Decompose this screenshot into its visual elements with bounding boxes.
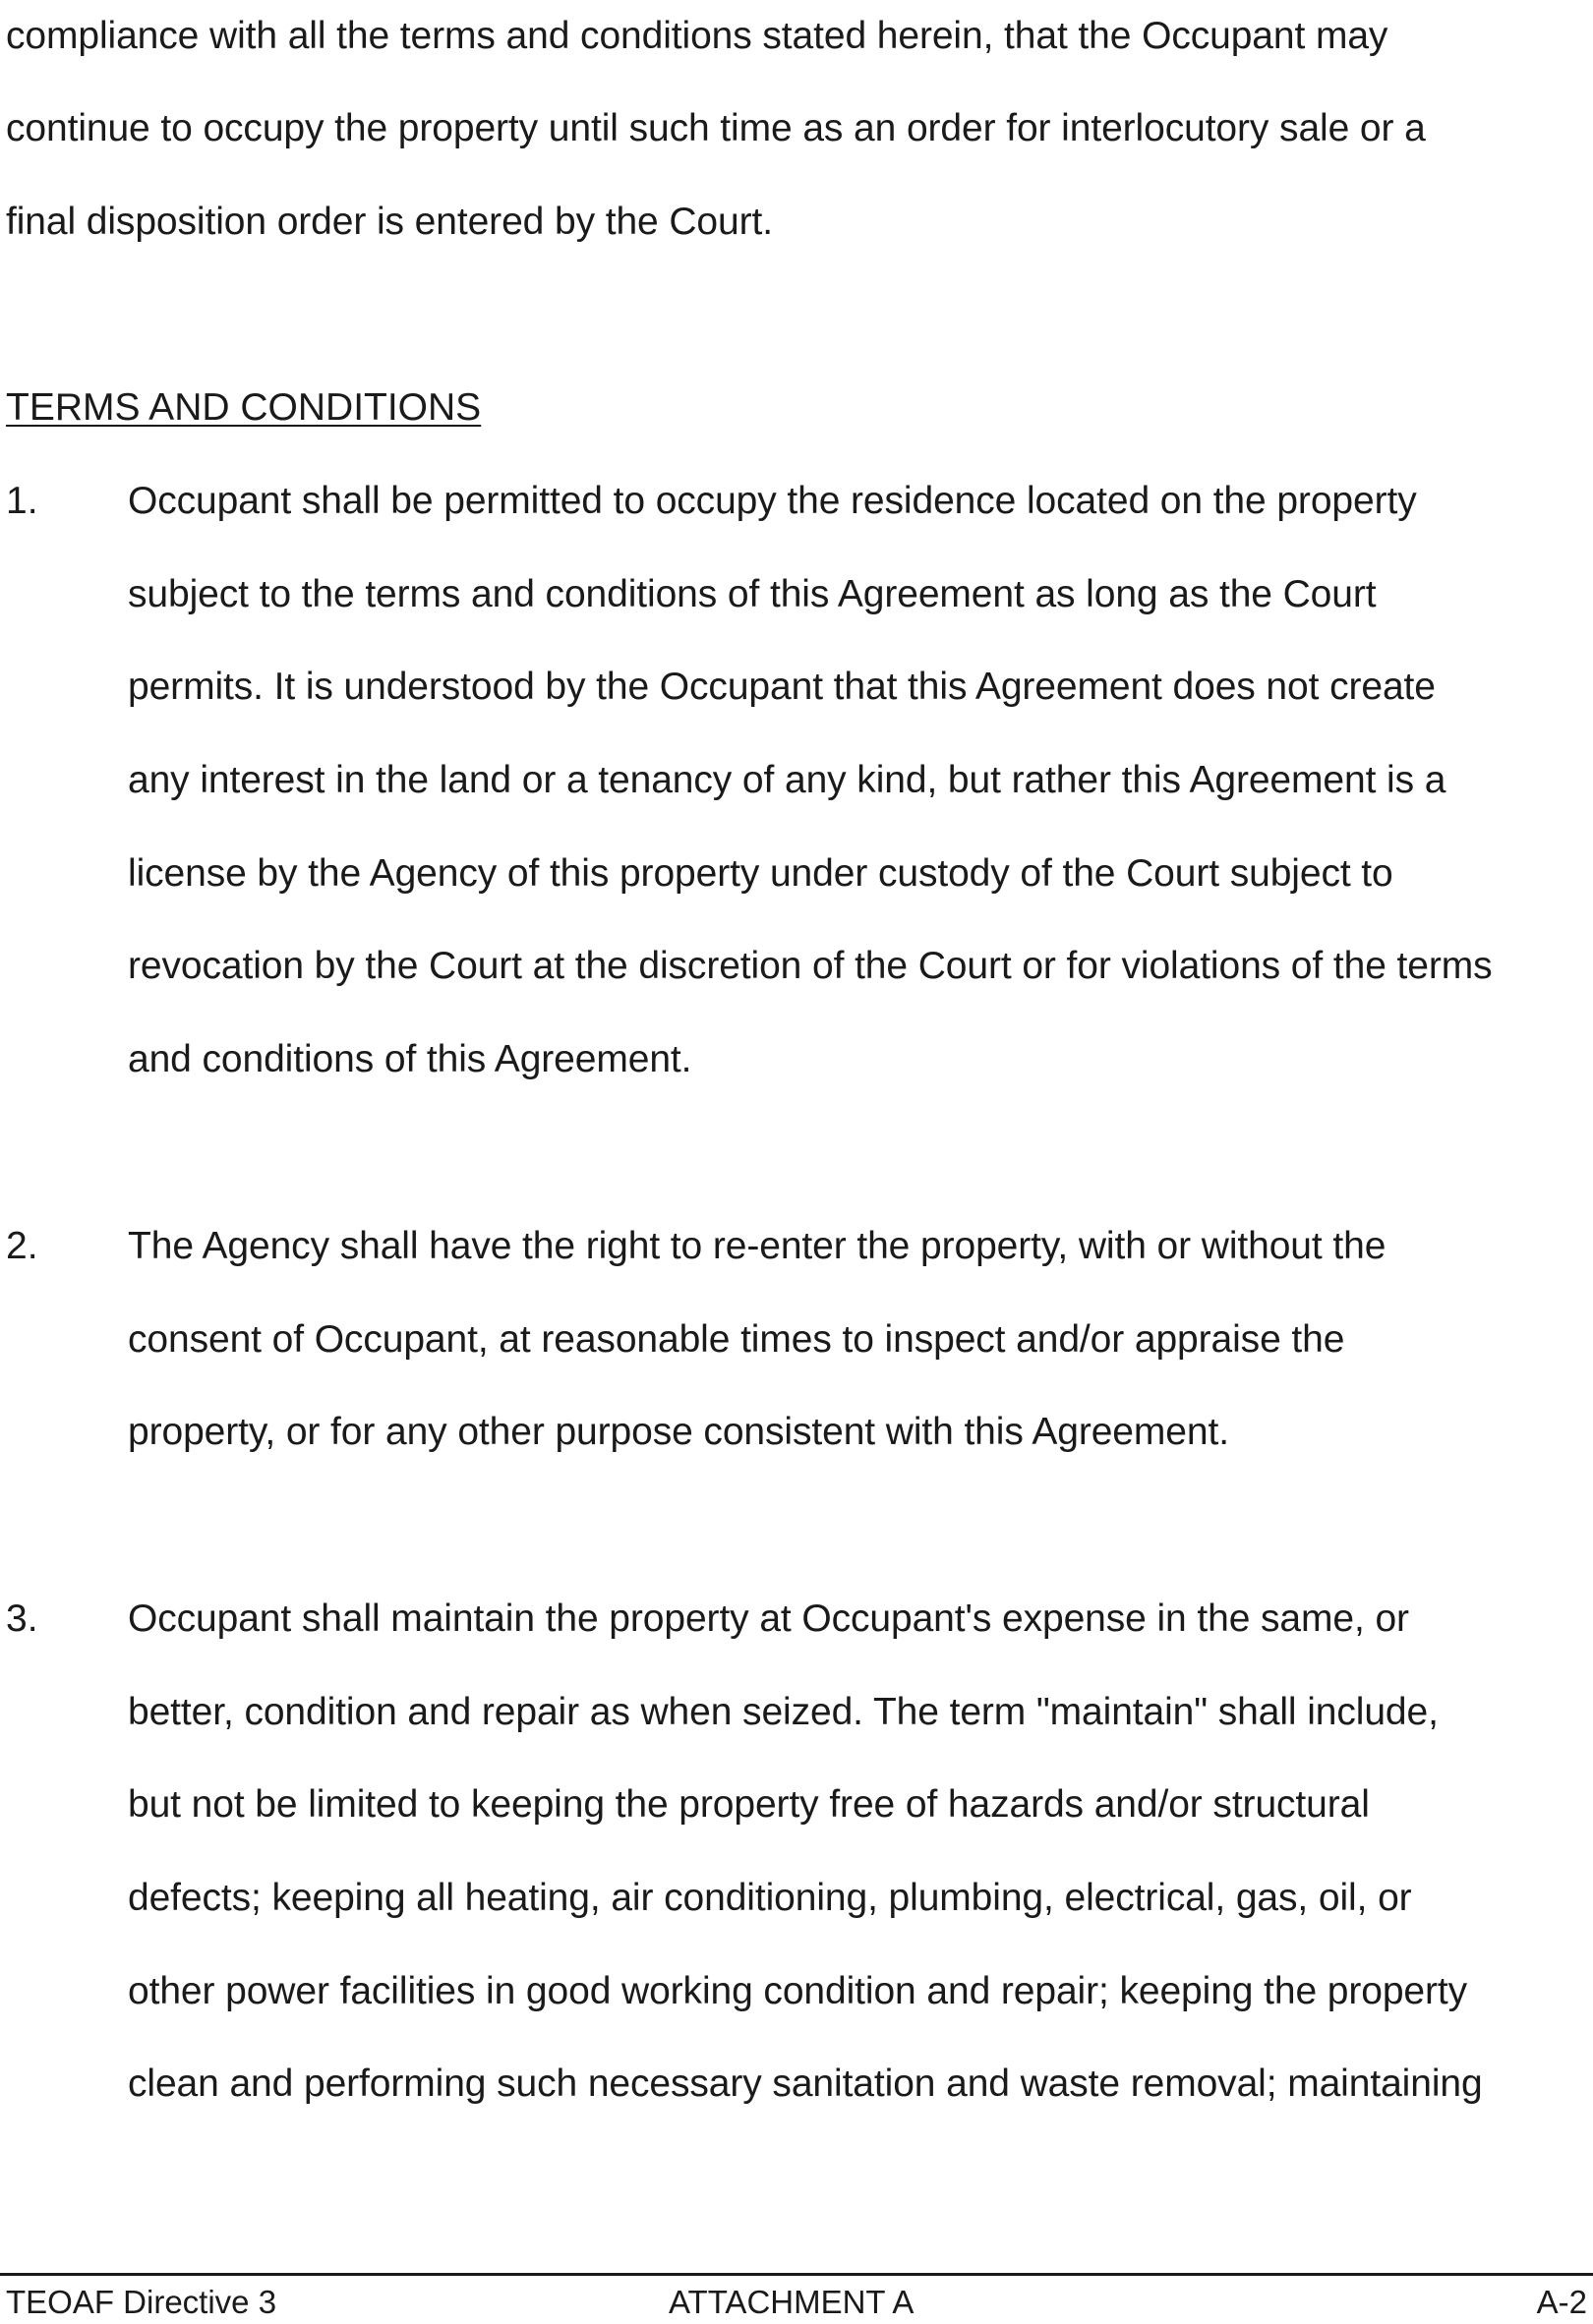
section-heading: TERMS AND CONDITIONS [6,386,482,429]
item-3-line-5: other power facilities in good working condition and repair; keeping the property [128,1970,1468,2012]
item-1-line-5: license by the Agency of this property under custody of the Court subject to [128,852,1393,895]
item-2-line-3: property, or for any other purpose consistent with this Agreement. [128,1411,1229,1453]
intro-line-2: continue to occupy the property until such time as an order for interlocutory sale or a [6,107,1426,149]
item-3-line-4: defects; keeping all heating, air conditioning, plumbing, electrical, gas, oil, or [128,1877,1412,1919]
item-1-line-2: subject to the terms and conditions of this Agreement as long as the Court [128,573,1377,615]
item-1-number: 1. [6,480,38,522]
item-1-line-7: and conditions of this Agreement. [128,1038,692,1080]
footer-center: ATTACHMENT A [669,2284,914,2320]
item-1-line-6: revocation by the Court at the discretion of the Court or for violations of the terms [128,945,1493,987]
item-1-line-4: any interest in the land or a tenancy of any kind, but rather this Agreement is a [128,759,1446,801]
item-3-line-2: better, condition and repair as when seized. The term "maintain" shall include, [128,1691,1439,1733]
intro-line-3: final disposition order is entered by the Court. [6,201,773,243]
intro-line-1: compliance with all the terms and conditions stated herein, that the Occupant may [6,15,1388,57]
item-3-line-1: Occupant shall maintain the property at Occupant's expense in the same, or [128,1598,1409,1640]
footer-left: TEOAF Directive 3 [6,2284,277,2320]
item-3-number: 3. [6,1598,38,1640]
item-1-line-3: permits. It is understood by the Occupant that this Agreement does not create [128,666,1436,708]
item-3-line-3: but not be limited to keeping the property free of hazards and/or structural [128,1783,1370,1826]
footer-rule [0,2273,1593,2276]
item-1-line-1: Occupant shall be permitted to occupy the residence located on the property [128,480,1417,522]
item-3-line-6: clean and performing such necessary sanitation and waste removal; maintaining [128,2063,1483,2105]
item-2-number: 2. [6,1225,38,1267]
item-2-line-2: consent of Occupant, at reasonable times to inspect and/or appraise the [128,1318,1345,1361]
footer-page-number: A-2 [1536,2284,1587,2320]
item-2-line-1: The Agency shall have the right to re-enter the property, with or without the [128,1225,1386,1267]
